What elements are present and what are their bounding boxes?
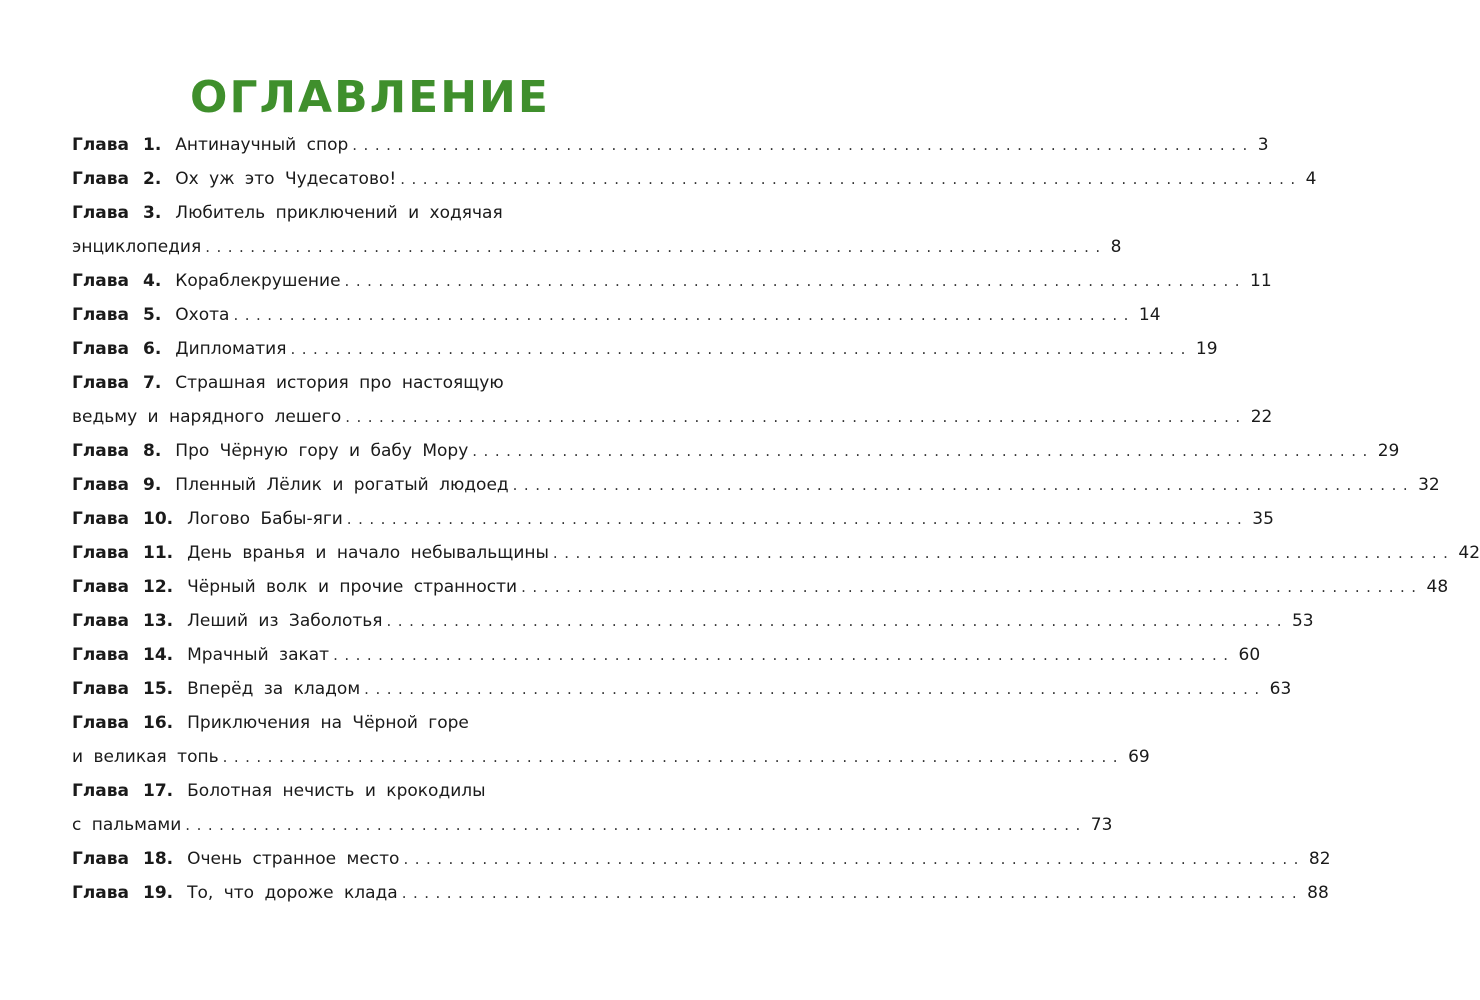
chapter-number: 3. bbox=[143, 203, 162, 223]
chapter-number: 13. bbox=[143, 611, 174, 631]
chapter-label: Глава bbox=[72, 339, 129, 359]
dot-leader: ................................................................................ bbox=[352, 136, 1254, 154]
chapter-label: Глава bbox=[72, 679, 129, 699]
chapter-label: Глава bbox=[72, 441, 129, 461]
chapter-title: Про Чёрную гору и бабу Мору bbox=[175, 441, 469, 461]
page-number: 4 bbox=[1305, 169, 1317, 189]
chapter-entry bbox=[72, 332, 1218, 366]
chapter-entry bbox=[72, 536, 1480, 570]
dot-leader: ................................................................................ bbox=[346, 510, 1249, 528]
page-number: 29 bbox=[1377, 441, 1400, 461]
dot-leader: ................................................................................ bbox=[401, 884, 1304, 902]
chapter-label: Глава bbox=[72, 645, 129, 665]
chapter-number: 12. bbox=[143, 577, 174, 597]
page-number: 88 bbox=[1307, 883, 1329, 903]
chapter-entry bbox=[72, 706, 656, 740]
chapter-entry bbox=[72, 570, 1449, 604]
page-number: 69 bbox=[1128, 747, 1150, 767]
chapter-label: Глава bbox=[72, 849, 129, 869]
chapter-number: 18. bbox=[143, 849, 174, 869]
chapter-title: Логово Бабы-яги bbox=[187, 509, 343, 529]
chapter-title-continued: энциклопедия bbox=[72, 237, 202, 257]
chapter-entry bbox=[72, 264, 1272, 298]
chapter-label: Глава bbox=[72, 543, 129, 563]
chapter-label: Глава bbox=[72, 169, 129, 189]
dot-leader: ................................................................................ bbox=[205, 238, 1107, 256]
dot-leader: ................................................................................ bbox=[185, 816, 1087, 834]
chapter-title: То, что дороже клада bbox=[187, 883, 398, 903]
chapter-number: 7. bbox=[143, 373, 162, 393]
page-number: 82 bbox=[1308, 849, 1331, 869]
dot-leader: ................................................................................ bbox=[552, 544, 1455, 562]
chapter-number: 9. bbox=[143, 475, 162, 495]
chapter-entry bbox=[72, 298, 1161, 332]
chapter-title: Вперёд за кладом bbox=[187, 679, 361, 699]
chapter-title: Очень странное место bbox=[187, 849, 400, 869]
dot-leader: ................................................................................ bbox=[233, 306, 1135, 324]
chapter-label: Глава bbox=[72, 883, 129, 903]
chapter-entry bbox=[72, 604, 1314, 638]
dot-leader: ................................................................................ bbox=[364, 680, 1266, 698]
chapter-entry bbox=[72, 502, 1274, 536]
page-title: ОГЛАВЛЕНИЕ bbox=[190, 72, 550, 123]
chapter-label: Глава bbox=[72, 271, 129, 291]
chapter-number: 1. bbox=[143, 135, 162, 155]
dot-leader: ................................................................................ bbox=[344, 272, 1246, 290]
page-number: 19 bbox=[1195, 339, 1218, 359]
chapter-title: Приключения на Чёрной горе bbox=[187, 713, 469, 733]
chapter-title: Антинаучный спор bbox=[175, 135, 349, 155]
page-number: 63 bbox=[1269, 679, 1292, 699]
page-number: 73 bbox=[1090, 815, 1113, 835]
chapter-number: 19. bbox=[143, 883, 174, 903]
chapter-number: 10. bbox=[143, 509, 174, 529]
chapter-title: Ох уж это Чудесатово! bbox=[175, 169, 397, 189]
chapter-entry-continuation bbox=[72, 808, 1113, 842]
chapter-entry bbox=[72, 162, 1317, 196]
dot-leader: ................................................................................ bbox=[400, 170, 1302, 188]
chapter-label: Глава bbox=[72, 305, 129, 325]
dot-leader: ................................................................................ bbox=[472, 442, 1374, 460]
chapter-label: Глава bbox=[72, 373, 129, 393]
chapter-number: 2. bbox=[143, 169, 162, 189]
chapter-entry-continuation bbox=[72, 230, 1122, 264]
chapter-number: 17. bbox=[143, 781, 174, 801]
page-number: 53 bbox=[1291, 611, 1314, 631]
chapter-number: 16. bbox=[143, 713, 174, 733]
chapter-title: День вранья и начало небывальщины bbox=[187, 543, 549, 563]
page-number: 48 bbox=[1426, 577, 1449, 597]
chapter-entry bbox=[72, 876, 1329, 910]
chapter-number: 15. bbox=[143, 679, 174, 699]
chapter-label: Глава bbox=[72, 577, 129, 597]
page-number: 32 bbox=[1418, 475, 1440, 495]
chapter-entry bbox=[72, 196, 656, 230]
chapter-title-continued: ведьму и нарядного лешего bbox=[72, 407, 342, 427]
chapter-label: Глава bbox=[72, 611, 129, 631]
chapter-entry bbox=[72, 672, 1292, 706]
page-number: 11 bbox=[1250, 271, 1272, 291]
chapter-entry-continuation bbox=[72, 740, 1150, 774]
page-number: 8 bbox=[1110, 237, 1122, 257]
chapter-title: Охота bbox=[175, 305, 230, 325]
chapter-number: 14. bbox=[143, 645, 174, 665]
dot-leader: ................................................................................ bbox=[512, 476, 1415, 494]
chapter-entry bbox=[72, 774, 656, 808]
chapter-entry bbox=[72, 842, 1331, 876]
chapter-entry bbox=[72, 434, 1400, 468]
page-number: 3 bbox=[1257, 135, 1269, 155]
page-number: 22 bbox=[1250, 407, 1273, 427]
page-number: 60 bbox=[1238, 645, 1261, 665]
chapter-number: 8. bbox=[143, 441, 162, 461]
page-number: 42 bbox=[1458, 543, 1480, 563]
dot-leader: ................................................................................ bbox=[521, 578, 1423, 596]
dot-leader: ................................................................................ bbox=[386, 612, 1288, 630]
chapter-title: Любитель приключений и ходячая bbox=[175, 203, 503, 223]
dot-leader: ................................................................................ bbox=[403, 850, 1305, 868]
chapter-entry bbox=[72, 638, 1261, 672]
chapter-label: Глава bbox=[72, 203, 129, 223]
chapter-label: Глава bbox=[72, 135, 129, 155]
chapter-title: Леший из Заболотья bbox=[187, 611, 383, 631]
chapter-entry bbox=[72, 468, 1440, 502]
chapter-number: 4. bbox=[143, 271, 162, 291]
chapter-title: Чёрный волк и прочие странности bbox=[187, 577, 518, 597]
chapter-number: 6. bbox=[143, 339, 162, 359]
chapter-entry bbox=[72, 366, 656, 400]
chapter-title: Пленный Лёлик и рогатый людоед bbox=[175, 475, 509, 495]
chapter-title-continued: и великая топь bbox=[72, 747, 219, 767]
dot-leader: ................................................................................ bbox=[290, 340, 1192, 358]
dot-leader: ................................................................................ bbox=[222, 748, 1125, 766]
page-number: 14 bbox=[1138, 305, 1161, 325]
dot-leader: ................................................................................ bbox=[345, 408, 1247, 426]
chapter-title: Страшная история про настоящую bbox=[175, 373, 504, 393]
chapter-label: Глава bbox=[72, 475, 129, 495]
chapter-title: Болотная нечисть и крокодилы bbox=[187, 781, 486, 801]
chapter-entry bbox=[72, 128, 1269, 162]
chapter-label: Глава bbox=[72, 781, 129, 801]
chapter-label: Глава bbox=[72, 713, 129, 733]
chapter-entry-continuation bbox=[72, 400, 1273, 434]
table-of-contents bbox=[72, 128, 1480, 910]
page-number: 35 bbox=[1252, 509, 1274, 529]
chapter-title: Мрачный закат bbox=[187, 645, 330, 665]
chapter-label: Глава bbox=[72, 509, 129, 529]
chapter-title-continued: с пальмами bbox=[72, 815, 182, 835]
chapter-number: 11. bbox=[143, 543, 174, 563]
chapter-number: 5. bbox=[143, 305, 162, 325]
chapter-title: Дипломатия bbox=[175, 339, 287, 359]
chapter-title: Кораблекрушение bbox=[175, 271, 341, 291]
dot-leader: ................................................................................ bbox=[333, 646, 1235, 664]
